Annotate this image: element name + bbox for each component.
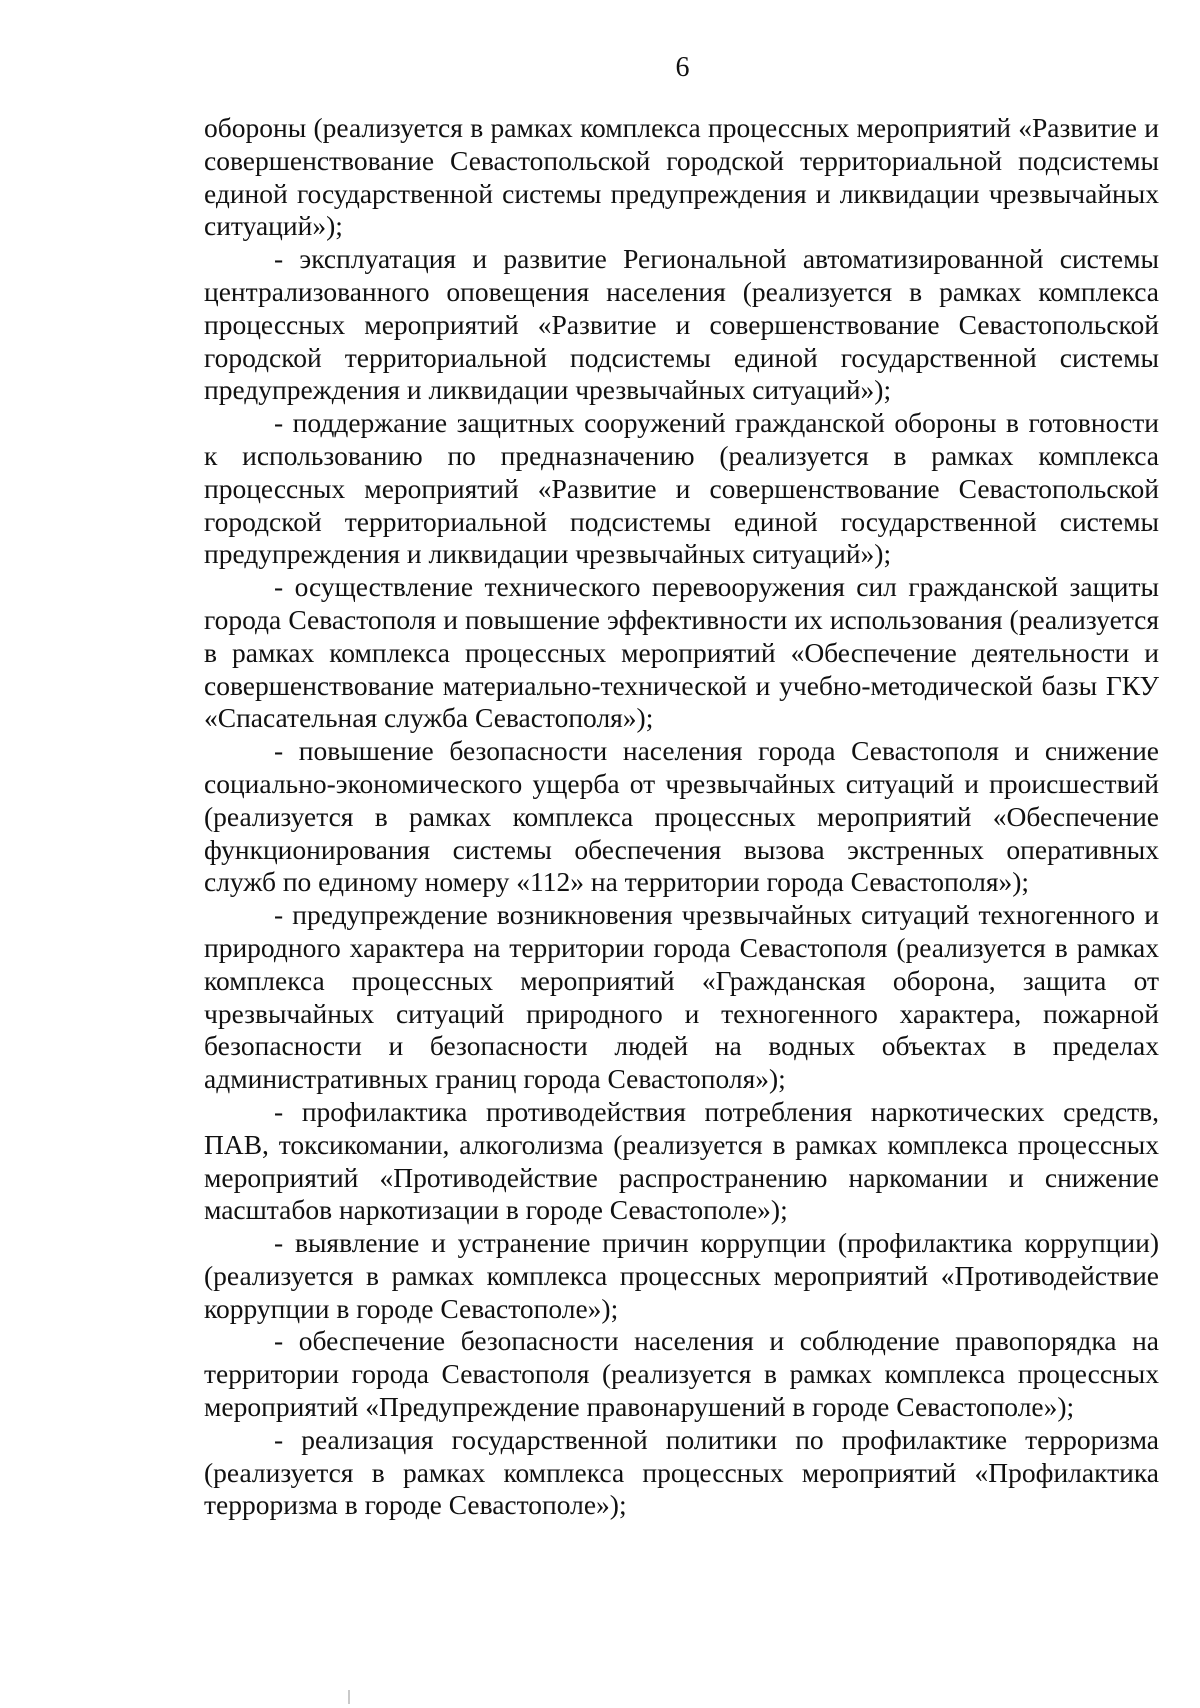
paragraph-terrorism-prevention: - реализация государственной политики по профилактике терроризма (реализуется в рамках комплекса процессных мероприятий «Профилактика терроризма в городе Севастополе»); xyxy=(204,1423,1159,1521)
paragraph-population-safety-112: - повышение безопасности населения города Севастополя и снижение социально-экономического ущерба от чрезвычайных ситуаций и происшествий (реализуется в рамках комплекса процессных мероприятий «Обеспечение функционирования системы обеспечения вызова экстренных оперативных служб по единому номеру «112» на территории города Севастополя»); xyxy=(204,735,1159,898)
scan-artifact-mark xyxy=(348,1690,350,1704)
paragraph-emergency-prevention: - предупреждение возникновения чрезвычайных ситуаций техногенного и природного характера на территории города Севастополя (реализуется в рамках комплекса процессных мероприятий «Гражданская оборона, защита от чрезвычайных ситуаций природного и техногенного характера, пожарной безопасности и безопасности людей на водных объектах в пределах административных границ города Севастополя»); xyxy=(204,899,1159,1095)
paragraph-protective-structures: - поддержание защитных сооружений гражданской обороны в готовности к использованию по предназначению (реализуется в рамках комплекса процессных мероприятий «Развитие и совершенствование Севастопольской городской территориальной подсистемы единой государственной системы предупреждения и ликвидации чрезвычайных ситуаций»); xyxy=(204,407,1159,570)
paragraph-continuation: обороны (реализуется в рамках комплекса процессных мероприятий «Развитие и совершенствование Севастопольской городской территориальной подсистемы единой государственной системы предупреждения и ликвидации чрезвычайных ситуаций»); xyxy=(204,112,1159,242)
paragraph-corruption-prevention: - выявление и устранение причин коррупции (профилактика коррупции) (реализуется в рамках комплекса процессных мероприятий «Противодействие коррупции в городе Севастополе»); xyxy=(204,1227,1159,1324)
paragraph-law-enforcement: - обеспечение безопасности населения и соблюдение правопорядка на территории города Севастополя (реализуется в рамках комплекса процессных мероприятий «Предупреждение правонарушений в городе Севастополе»); xyxy=(204,1325,1159,1423)
document-body xyxy=(204,112,1159,1522)
page-number: 6 xyxy=(675,52,690,83)
paragraph-drug-prevention: - профилактика противодействия потребления наркотических средств, ПАВ, токсикомании, алкоголизма (реализуется в рамках комплекса процессных мероприятий «Противодействие распространению наркомании и снижение масштабов наркотизации в городе Севастополе»); xyxy=(204,1095,1159,1226)
paragraph-warning-system: - эксплуатация и развитие Региональной автоматизированной системы централизованного оповещения населения (реализуется в рамках комплекса процессных мероприятий «Развитие и совершенствование Севастопольской городской территориальной подсистемы единой государственной системы предупреждения и ликвидации чрезвычайных ситуаций»); xyxy=(204,243,1159,406)
paragraph-technical-rearmament: - осуществление технического перевооружения сил гражданской защиты города Севастополя и повышение эффективности их использования (реализуется в рамках комплекса процессных мероприятий «Обеспечение деятельности и совершенствование материально-технической и учебно-методической базы ГКУ «Спасательная служба Севастополя»); xyxy=(204,571,1159,734)
